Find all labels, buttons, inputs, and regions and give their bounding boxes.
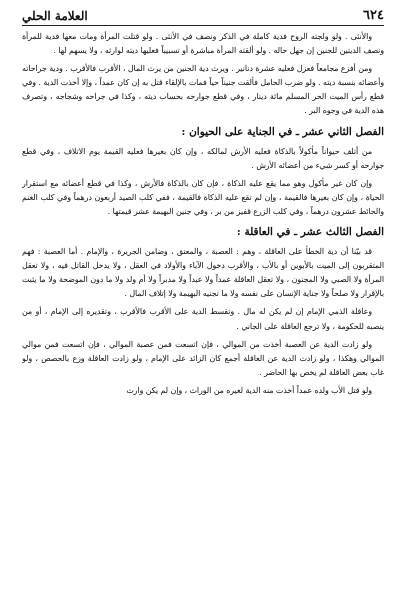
page-number: ٦٢٤ xyxy=(363,8,384,23)
section-heading-aqila: الفصل الثالث عشر ـ في العاقلة : xyxy=(236,226,384,239)
paragraph: ولو قتل الأب ولده عمداً أخذت منه الدية لغيره من الوراث ، وإن لم يكن وارث xyxy=(126,385,372,395)
page-body xyxy=(22,30,384,584)
header-rule xyxy=(22,25,384,26)
paragraph: والأنثى . ولو ولجته الروح فدية كاملة في الذكر ونصف في الأنثى . ولو قتلت المرأة ومات معها فدية للمرأة ونصف الديتين للجنين إن جهل حاله . ولو ألقته المرأة مباشرة أو تسبيباً فعليها ديته لوارثه ، ولا يسهم لها . xyxy=(22,32,384,56)
paragraph: وعاقلة الذمي الإمام إن لم يكن له مال . وتقسط الدية على الأقرب فالأقرب ، وتقديره إلى الإمام ، أو من ينصبه للحكومة ، ولا ترجع العاقلة على الجاني . xyxy=(22,307,384,331)
paragraph: ومن أفزع مجامعاً فعزل فعليه عشرة دنانير . ويرث دية الجنين من يرث المال ، الأقرب فالأقرب . ودية جراحاته وأعضائه بنسبة ديته . ولو ضرب الحامل فألقت جنيناً حياً فمات بالإلقاء قتل به إن كان عمداً ، وإلا أخذت الدية . وفي قطع رأس الميت الحر المسلم مائة دينار ، وفي قطع جوارحه بحساب ديته ، وكذا في جراحه وشجاجه ، وتصرف هذه الدية في وجوه البر . xyxy=(22,64,384,116)
paragraph: ولو زادت الدية عن العصبة أخذت من الموالي ، فإن اتسعت فمن عصبة الموالي ، فإن اتسعت فمن موالي الموالي وهكذا ، ولو زادت الدية عن العاقلة أجمع كان الزائد على الإمام ، ولو زادت العاقلة وزع بالحصص ، ولو غاب بعض العاقلة لم يخص بها الحاضر . xyxy=(22,339,384,377)
running-title: العلامة الحلي xyxy=(22,9,88,23)
section-heading-animal-crimes: الفصل الثاني عشر ـ في الجناية على الحيوان : xyxy=(181,125,384,138)
page-header xyxy=(22,8,384,24)
paragraph: من أتلف حيواناً مأكولاً بالذكاة فعليه الأرش لمالكه ، وإن كان بغيرها فعليه القيمة يوم الاتلاف ، وفي قطع جوارحه أو كسر شيء من أعضائه الأرش . xyxy=(22,146,384,170)
paragraph: وإن كان غير مأكول وهو مما يقع عليه الذكاة ، فإن كان بالذكاة فالأرش ، وكذا في قطع أعضائه مع استقرار الحياة ، وإن كان بغيرها فالقيمة ، وإن لم تقع عليه الذكاة فالقيمة ، ففي كلب الصيد أربعون درهماً وفي كلب الغنم والحائط عشرون درهماً ، وفي كلب الزرع قفيز من بر ، وفي جنين البهيمة عشر قيمتها . xyxy=(22,178,384,216)
paragraph: قد بيّنا أن دية الخطأ على العاقلة ، وهم : العصبة ، والمعتق ، وضامن الجريرة ، والإمام . أما العصبة : فهم المتقربون إلى الميت بالأبوين أو بالأب ، والأقرب دخول الآباء والأولاد في العقل ، ولا يدخل القاتل فيه ، ولا تعقل المرأة ولا الصبي ولا المجنون ، ولا تعقل العاقلة عمداً ولا عبداً ولا مدبراً ولا أم ولد ولا ما دون الموضحة ولا ما يثبت بالإقرار ولا صلحاً ولا جناية الإنسان على نفسه ولا ما تجنيه البهيمة ولا إتلاف المال . xyxy=(22,247,384,299)
